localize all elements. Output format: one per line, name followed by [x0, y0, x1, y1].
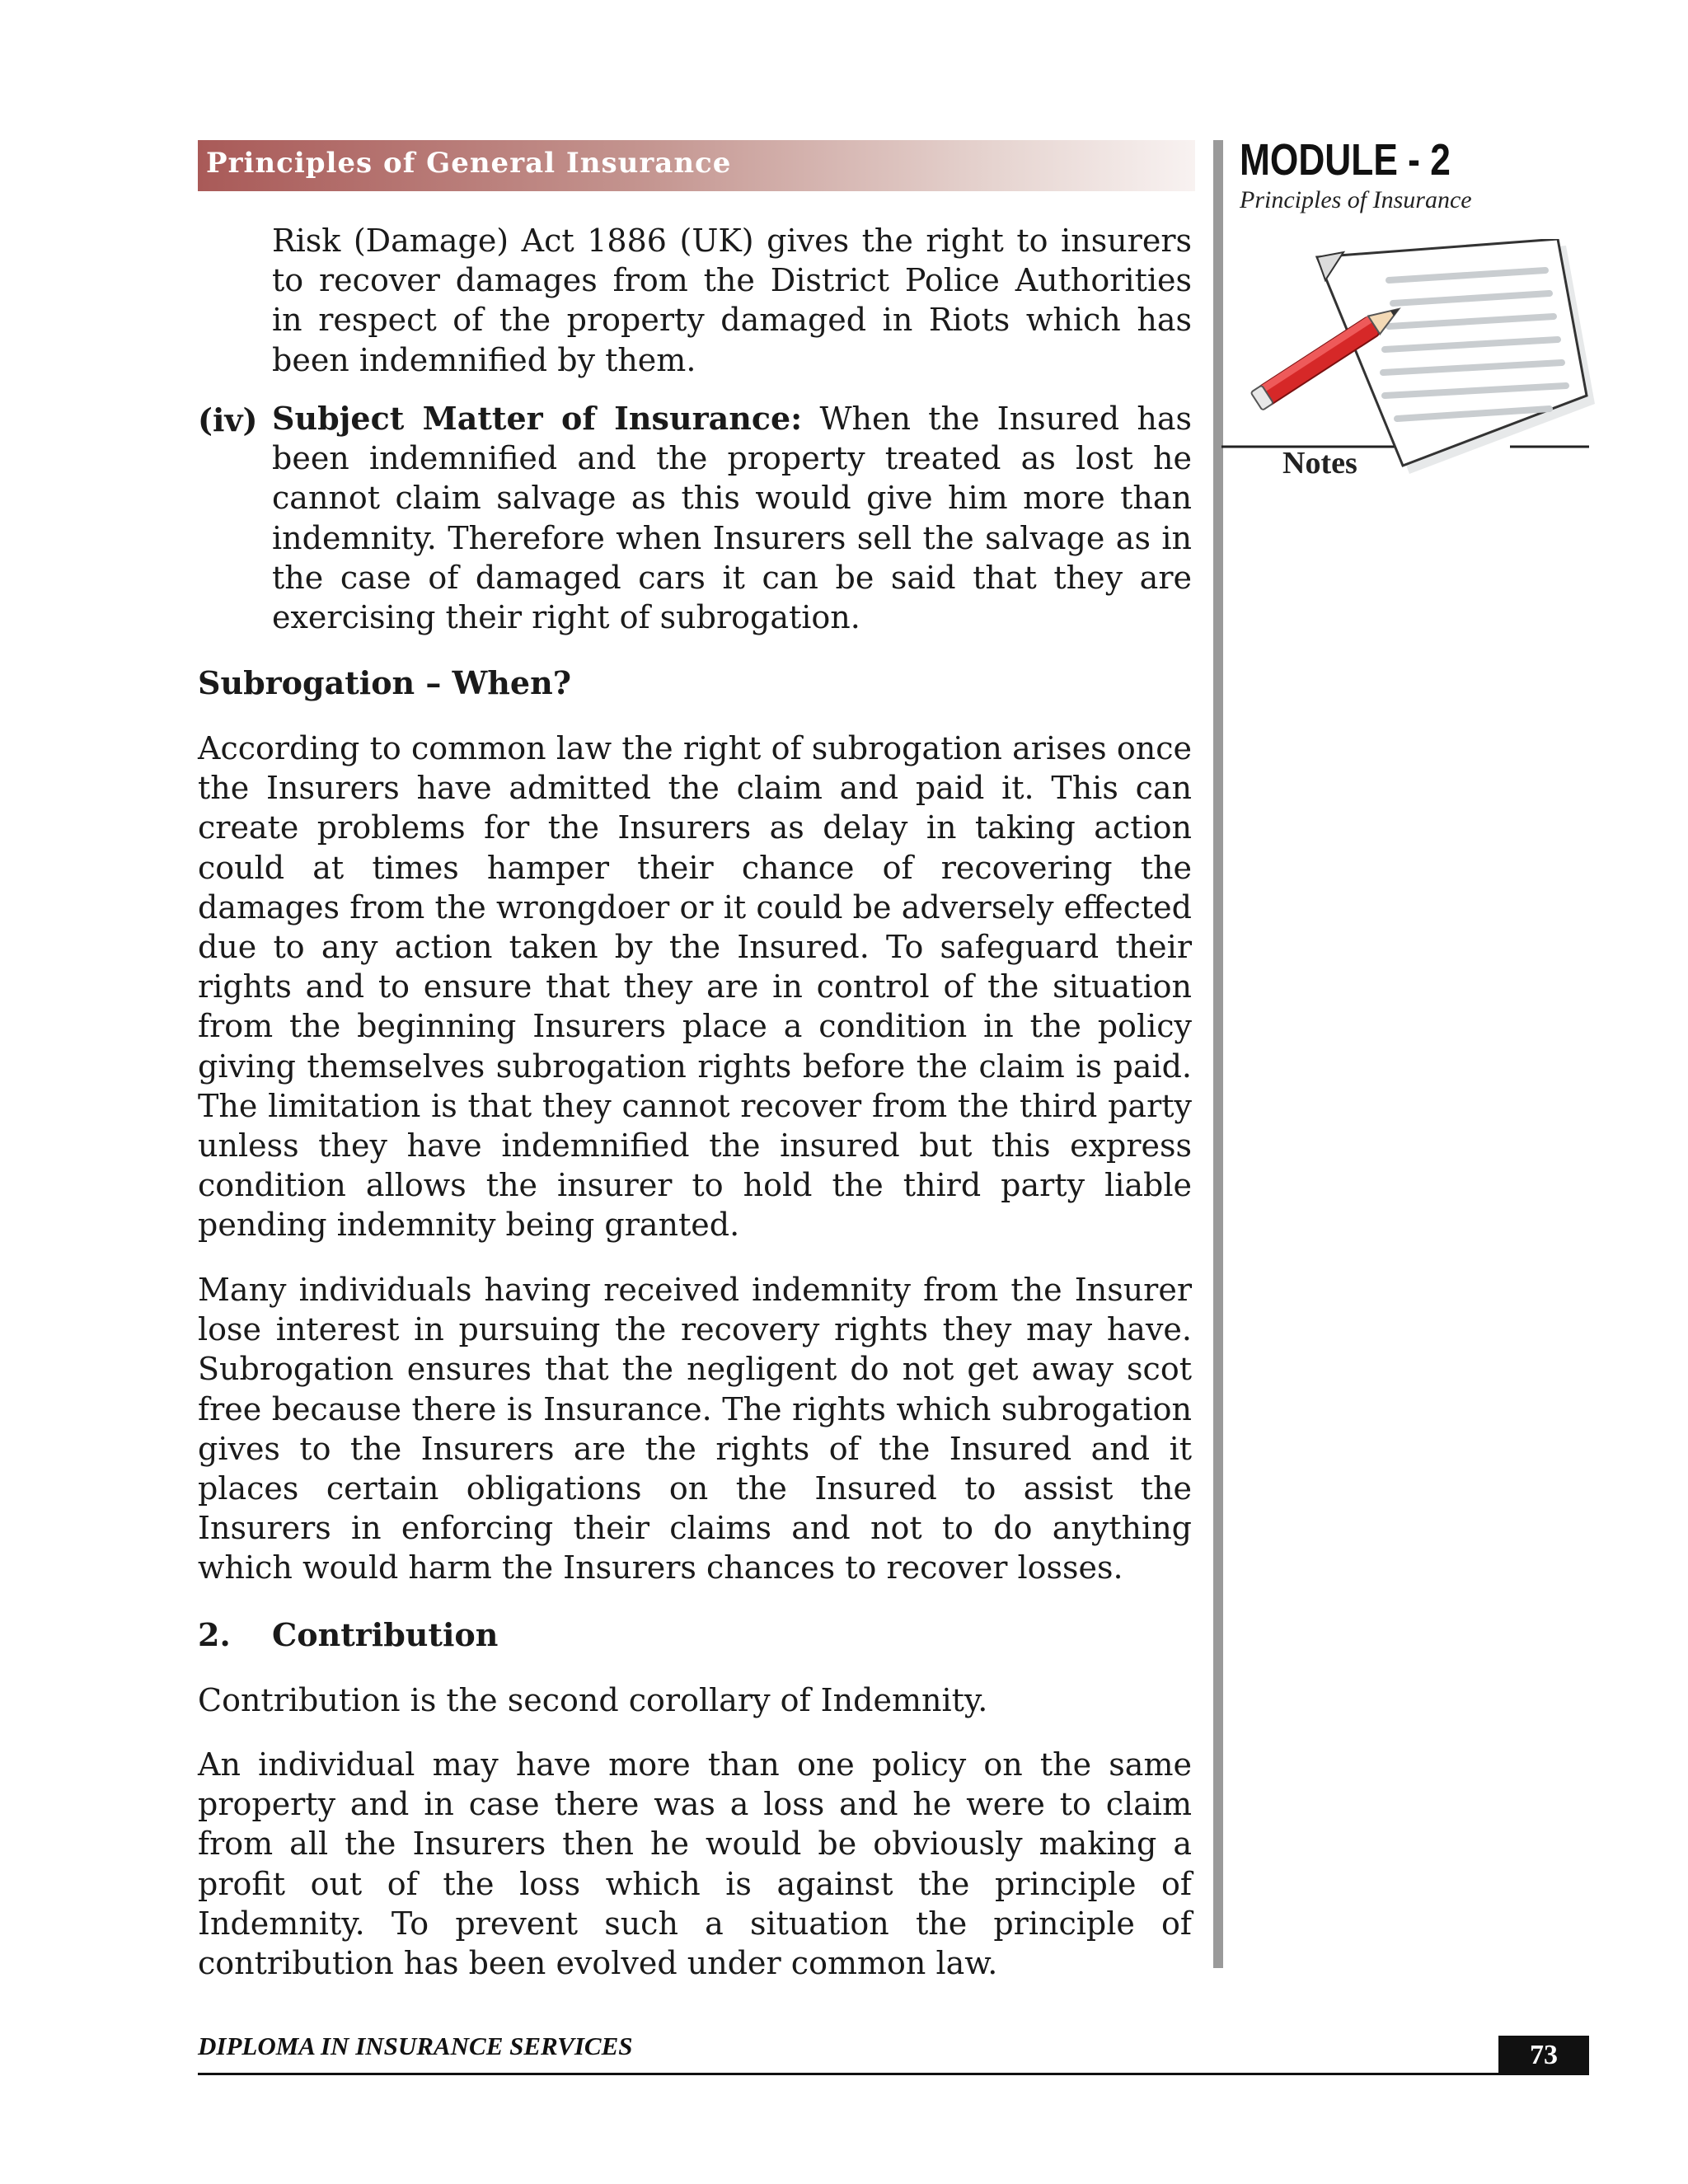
common-law-paragraph: According to common law the right of subrogation arises once the Insurers have admitted the claim and paid it. This can create problems for the Insurers as delay in taking action could at times hamper their chance of recovering the damages from the wrongdoer or it could be adversely effected due to any action taken by the Insured. To safeguard their rights and to ensure that they are in control of the situation from the beginning Insurers place a condition in the policy giving themselves subrogation rights before the claim is paid. The limitation is that they cannot recover from the third party unless they have indemnified the insured but this express condition allows the insurer to hold the third party liable pending indemnity being granted.	[198, 730, 1192, 1244]
contribution-corollary-paragraph: Contribution is the second corollary of Indemnity.	[198, 1682, 988, 1718]
more-than-one-policy-paragraph: An individual may have more than one policy on the same property and in case there was a loss and he were to claim from all the Insurers then he would be obviously making a profit out of the loss which is against the principle of Indemnity. To prevent such a situation the principle of contribution has been evolved under common law.	[198, 1746, 1192, 1982]
footer-course-title: DIPLOMA IN INSURANCE SERVICES	[198, 2032, 633, 2060]
contribution-heading-number: 2.	[198, 1616, 231, 1653]
footer-rule	[198, 2073, 1589, 2075]
module-title: MODULE - 2	[1240, 135, 1451, 185]
page-number: 73	[1498, 2036, 1589, 2074]
running-header-title: Principles of General Insurance	[206, 147, 732, 180]
subject-matter-text: When the Insured has been indemnified and the property treated as lost he cannot claim salvage as this would give him more than indemnity. Therefore when Insurers sell the salvage as in the case of damaged cars it can be said that they are exercising their right of subrogation.	[272, 401, 1192, 636]
many-individuals-paragraph: Many individuals having received indemnity from the Insurer lose interest in pursuing the recovery rights they may have. Subrogation ensures that the negligent do not get away scot free because there is Insurance. The rights which subrogation gives to the Insurers are the rights of the Insured and it places certain obligations on the Insured to assist the Insurers in enforcing their claims and not to do anything which would harm the Insurers chances to recover losses.	[198, 1272, 1192, 1586]
subject-matter-lead: Subject Matter of Insurance:	[272, 400, 803, 437]
notepad-with-pencil-icon	[1220, 239, 1599, 478]
list-marker-iv: (iv)	[198, 401, 258, 438]
subject-matter-paragraph	[272, 399, 1192, 637]
running-header	[198, 140, 1195, 191]
riot-act-paragraph: Risk (Damage) Act 1886 (UK) gives the right to insurers to recover damages from the District Police Authorities in respect of the property damaged in Riots which has been indemnified by them.	[272, 223, 1192, 378]
subrogation-when-heading: Subrogation – When?	[198, 664, 571, 701]
notes-label: Notes	[1282, 446, 1357, 480]
module-subtitle: Principles of Insurance	[1240, 186, 1472, 213]
contribution-heading: Contribution	[272, 1616, 499, 1653]
